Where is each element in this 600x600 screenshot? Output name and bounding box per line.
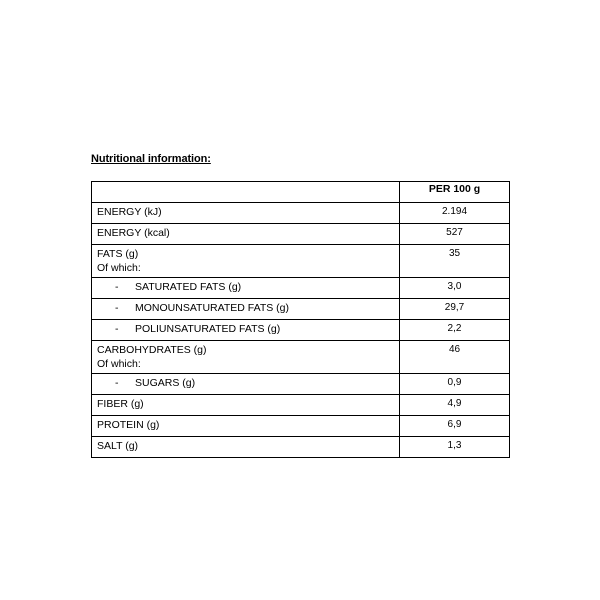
table-row [92,224,510,245]
nutrient-label-cell [92,374,400,395]
bullet-dash: - [115,281,119,293]
nutrient-label-cell [92,299,400,320]
nutrient-label-cell [92,395,400,416]
table-row [92,278,510,299]
nutrient-value: 2.194 [400,203,510,224]
nutrient-label-cell [92,224,400,245]
nutrient-label: SATURATED FATS (g) [135,281,242,293]
table-row [92,374,510,395]
nutrient-value: 2,2 [400,320,510,341]
nutrient-label: FATS (g) [97,248,139,260]
nutrient-label: MONOUNSATURATED FATS (g) [135,302,290,314]
nutrient-label-cell [92,320,400,341]
nutrient-label-cell [92,203,400,224]
nutrient-value: 4,9 [400,395,510,416]
per-100g-column-header: PER 100 g [400,182,510,203]
nutrient-sublabel: Of which: [97,358,141,370]
nutrient-label: ENERGY (kcal) [97,227,170,239]
nutrient-label-cell [92,416,400,437]
nutrient-value: 1,3 [400,437,510,458]
nutrient-value: 35 [400,245,510,278]
nutrient-label: PROTEIN (g) [97,419,160,431]
nutrient-value: 29,7 [400,299,510,320]
nutrient-value: 3,0 [400,278,510,299]
bullet-dash: - [115,323,119,335]
nutrient-label: FIBER (g) [97,398,144,410]
table-row [92,437,510,458]
nutrient-label: POLIUNSATURATED FATS (g) [135,323,281,335]
nutrient-label: ENERGY (kJ) [97,206,162,218]
table-header-row [92,182,510,203]
table-row [92,416,510,437]
nutrient-label-cell [92,341,400,374]
table-row [92,395,510,416]
nutrition-table [91,181,510,458]
nutrient-label: SUGARS (g) [135,377,196,389]
nutrient-label-cell [92,278,400,299]
bullet-dash: - [115,377,119,389]
table-row [92,341,510,374]
nutrient-label: CARBOHYDRATES (g) [97,344,207,356]
nutrient-column-header [92,182,400,203]
nutrient-label: SALT (g) [97,440,139,452]
table-row [92,320,510,341]
nutrient-sublabel: Of which: [97,262,141,274]
nutrient-value: 6,9 [400,416,510,437]
table-row [92,245,510,278]
nutrient-label-cell [92,437,400,458]
bullet-dash: - [115,302,119,314]
table-row [92,203,510,224]
table-row [92,299,510,320]
nutrient-label-cell [92,245,400,278]
document-title: Nutritional information: [91,153,211,165]
nutrient-value: 46 [400,341,510,374]
nutrient-value: 0,9 [400,374,510,395]
nutrient-value: 527 [400,224,510,245]
